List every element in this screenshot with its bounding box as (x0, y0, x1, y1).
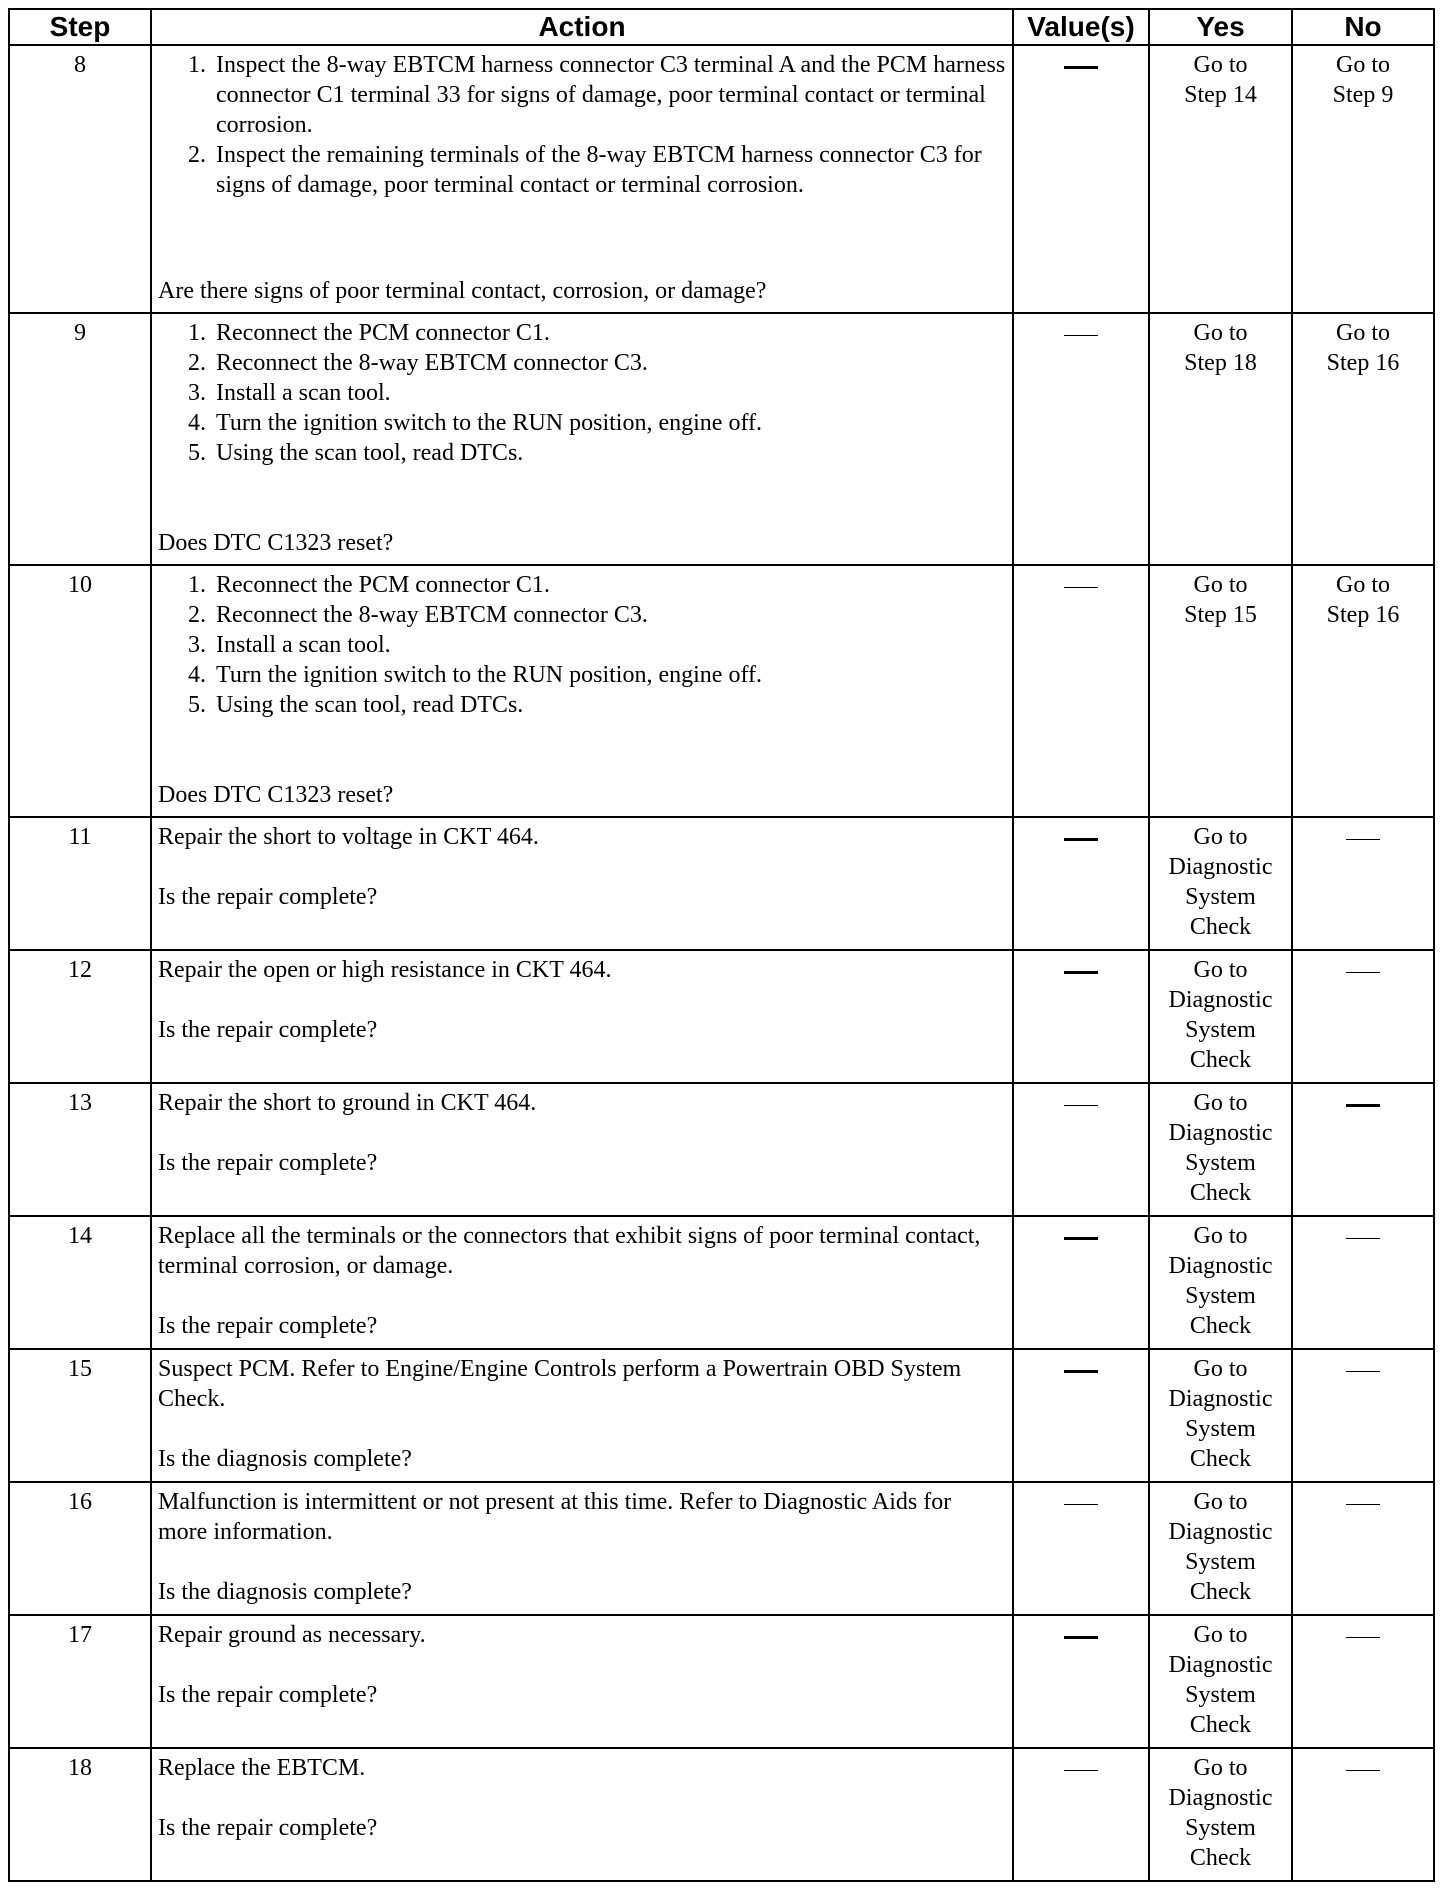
list-item-number: 2. (188, 142, 206, 168)
list-item-number: 5. (188, 440, 206, 466)
question-text: Is the diagnosis complete? (158, 1446, 412, 1472)
step-number: 13 (9, 1083, 151, 1216)
step-number: 9 (9, 313, 151, 565)
no-dash (1346, 1504, 1380, 1505)
value-cell (1013, 950, 1149, 1083)
list-item-number: 4. (188, 410, 206, 436)
no-text: Go to Step 9 (1332, 52, 1394, 108)
table-row (9, 1216, 1434, 1349)
value-cell (1013, 565, 1149, 817)
no-cell (1292, 1615, 1434, 1748)
step-number: 14 (9, 1216, 151, 1349)
yes-cell (1149, 565, 1292, 817)
action-list (158, 318, 1006, 468)
action-cell (151, 1083, 1013, 1216)
yes-cell (1149, 313, 1292, 565)
action-cell (151, 1216, 1013, 1349)
list-item-text: Reconnect the PCM connector C1. (216, 320, 550, 346)
no-cell (1292, 1748, 1434, 1881)
list-item (188, 348, 1006, 378)
yes-text: Go to Step 15 (1184, 572, 1257, 628)
step-number: 18 (9, 1748, 151, 1881)
header-row (9, 9, 1434, 45)
no-dash (1346, 839, 1380, 840)
step-number: 15 (9, 1349, 151, 1482)
yes-text: Go to Diagnostic System Check (1168, 1489, 1273, 1605)
list-item-number: 1. (188, 320, 206, 346)
action-text: Malfunction is intermittent or not present at this time. Refer to Diagnostic Aids for more information. (158, 1489, 952, 1545)
action-cell (151, 1748, 1013, 1881)
yes-cell (1149, 1748, 1292, 1881)
no-cell (1292, 313, 1434, 565)
list-item-text: Using the scan tool, read DTCs. (216, 692, 524, 718)
table-row (9, 1349, 1434, 1482)
table-row (9, 1482, 1434, 1615)
yes-text: Go to Diagnostic System Check (1168, 1755, 1273, 1871)
action-text: Repair the short to ground in CKT 464. (158, 1090, 537, 1116)
list-item-number: 2. (188, 602, 206, 628)
list-item-text: Turn the ignition switch to the RUN position, engine off. (216, 662, 762, 688)
value-cell (1013, 1083, 1149, 1216)
list-item-number: 3. (188, 380, 206, 406)
value-cell (1013, 817, 1149, 950)
list-item (188, 50, 1006, 140)
yes-cell (1149, 1216, 1292, 1349)
yes-cell (1149, 1482, 1292, 1615)
list-item-text: Reconnect the PCM connector C1. (216, 572, 550, 598)
no-dash (1346, 1371, 1380, 1372)
no-dash (1346, 1770, 1380, 1771)
no-cell (1292, 1482, 1434, 1615)
question-text: Is the repair complete? (158, 1682, 378, 1708)
no-text: Go to Step 16 (1326, 572, 1400, 628)
action-cell (151, 565, 1013, 817)
no-cell (1292, 950, 1434, 1083)
list-item (188, 690, 1006, 720)
question-text: Is the repair complete? (158, 1017, 378, 1043)
yes-text: Go to Diagnostic System Check (1168, 1090, 1273, 1206)
header-no: No (1292, 9, 1434, 45)
action-text: Repair the short to voltage in CKT 464. (158, 824, 539, 850)
action-cell (151, 1349, 1013, 1482)
list-item-number: 1. (188, 52, 206, 78)
no-dash (1346, 1637, 1380, 1638)
value-dash (1064, 1770, 1098, 1771)
value-dash (1064, 1370, 1098, 1373)
no-dash (1346, 1104, 1380, 1107)
list-item-number: 5. (188, 692, 206, 718)
value-dash (1064, 1105, 1098, 1106)
question-text: Does DTC C1323 reset? (158, 782, 394, 808)
list-item (188, 660, 1006, 690)
action-cell (151, 45, 1013, 313)
question-text: Is the repair complete? (158, 884, 378, 910)
list-item (188, 600, 1006, 630)
value-dash (1064, 1237, 1098, 1240)
action-cell (151, 817, 1013, 950)
value-dash (1064, 1636, 1098, 1639)
yes-text: Go to Diagnostic System Check (1168, 824, 1273, 940)
value-cell (1013, 1748, 1149, 1881)
no-cell (1292, 565, 1434, 817)
list-item (188, 378, 1006, 408)
action-list (158, 50, 1006, 200)
list-item (188, 570, 1006, 600)
diagnostic-table (8, 8, 1435, 1882)
yes-text: Go to Step 18 (1184, 320, 1257, 376)
list-item-text: Using the scan tool, read DTCs. (216, 440, 524, 466)
no-text: Go to Step 16 (1326, 320, 1400, 376)
yes-cell (1149, 1349, 1292, 1482)
table-row (9, 313, 1434, 565)
question-text: Is the repair complete? (158, 1313, 378, 1339)
value-dash (1064, 66, 1098, 69)
table-row (9, 950, 1434, 1083)
value-dash (1064, 838, 1098, 841)
value-dash (1064, 335, 1098, 336)
list-item-number: 2. (188, 350, 206, 376)
header-action: Action (151, 9, 1013, 45)
value-cell (1013, 1482, 1149, 1615)
no-cell (1292, 45, 1434, 313)
table-row (9, 1748, 1434, 1881)
header-step: Step (9, 9, 151, 45)
table-row (9, 817, 1434, 950)
value-dash (1064, 971, 1098, 974)
no-cell (1292, 1216, 1434, 1349)
question-text: Is the diagnosis complete? (158, 1579, 412, 1605)
action-cell (151, 950, 1013, 1083)
list-item (188, 630, 1006, 660)
action-text: Repair the open or high resistance in CKT 464. (158, 957, 612, 983)
step-number: 8 (9, 45, 151, 313)
step-number: 17 (9, 1615, 151, 1748)
table-row (9, 45, 1434, 313)
yes-cell (1149, 1083, 1292, 1216)
table-row (9, 565, 1434, 817)
list-item-number: 1. (188, 572, 206, 598)
yes-text: Go to Step 14 (1184, 52, 1257, 108)
action-text: Replace all the terminals or the connectors that exhibit signs of poor terminal contact, terminal corrosion, or damage. (158, 1223, 981, 1279)
yes-text: Go to Diagnostic System Check (1168, 1356, 1273, 1472)
yes-text: Go to Diagnostic System Check (1168, 1223, 1273, 1339)
value-cell (1013, 1216, 1149, 1349)
value-cell (1013, 1615, 1149, 1748)
value-cell (1013, 1349, 1149, 1482)
yes-text: Go to Diagnostic System Check (1168, 957, 1273, 1073)
list-item-text: Reconnect the 8-way EBTCM connector C3. (216, 350, 648, 376)
no-cell (1292, 1083, 1434, 1216)
no-cell (1292, 817, 1434, 950)
step-number: 12 (9, 950, 151, 1083)
action-text: Replace the EBTCM. (158, 1755, 366, 1781)
list-item-text: Turn the ignition switch to the RUN position, engine off. (216, 410, 762, 436)
list-item-text: Reconnect the 8-way EBTCM connector C3. (216, 602, 648, 628)
no-dash (1346, 972, 1380, 973)
question-text: Is the repair complete? (158, 1150, 378, 1176)
question-text: Does DTC C1323 reset? (158, 530, 394, 556)
action-list (158, 570, 1006, 720)
list-item-text: Install a scan tool. (216, 380, 391, 406)
value-dash (1064, 587, 1098, 588)
question-text: Are there signs of poor terminal contact, corrosion, or damage? (158, 278, 767, 304)
header-values: Value(s) (1013, 9, 1149, 45)
list-item-text: Install a scan tool. (216, 632, 391, 658)
list-item-text: Inspect the 8-way EBTCM harness connector C3 terminal A and the PCM harness connector C1 terminal 33 for signs of damage, poor terminal contact or terminal corrosion. (216, 52, 1006, 138)
value-dash (1064, 1504, 1098, 1505)
table-row (9, 1615, 1434, 1748)
action-cell (151, 1615, 1013, 1748)
list-item (188, 408, 1006, 438)
yes-cell (1149, 817, 1292, 950)
step-number: 10 (9, 565, 151, 817)
step-number: 16 (9, 1482, 151, 1615)
yes-text: Go to Diagnostic System Check (1168, 1622, 1273, 1738)
list-item (188, 140, 1006, 200)
list-item-number: 4. (188, 662, 206, 688)
header-yes: Yes (1149, 9, 1292, 45)
action-cell (151, 1482, 1013, 1615)
table-row (9, 1083, 1434, 1216)
yes-cell (1149, 45, 1292, 313)
no-cell (1292, 1349, 1434, 1482)
yes-cell (1149, 950, 1292, 1083)
list-item (188, 438, 1006, 468)
action-text: Suspect PCM. Refer to Engine/Engine Controls perform a Powertrain OBD System Check. (158, 1356, 962, 1412)
yes-cell (1149, 1615, 1292, 1748)
value-cell (1013, 313, 1149, 565)
action-text: Repair ground as necessary. (158, 1622, 426, 1648)
action-cell (151, 313, 1013, 565)
list-item-text: Inspect the remaining terminals of the 8-way EBTCM harness connector C3 for signs of damage, poor terminal contact or terminal corrosion. (216, 142, 982, 198)
list-item (188, 318, 1006, 348)
step-number: 11 (9, 817, 151, 950)
question-text: Is the repair complete? (158, 1815, 378, 1841)
list-item-number: 3. (188, 632, 206, 658)
no-dash (1346, 1238, 1380, 1239)
value-cell (1013, 45, 1149, 313)
